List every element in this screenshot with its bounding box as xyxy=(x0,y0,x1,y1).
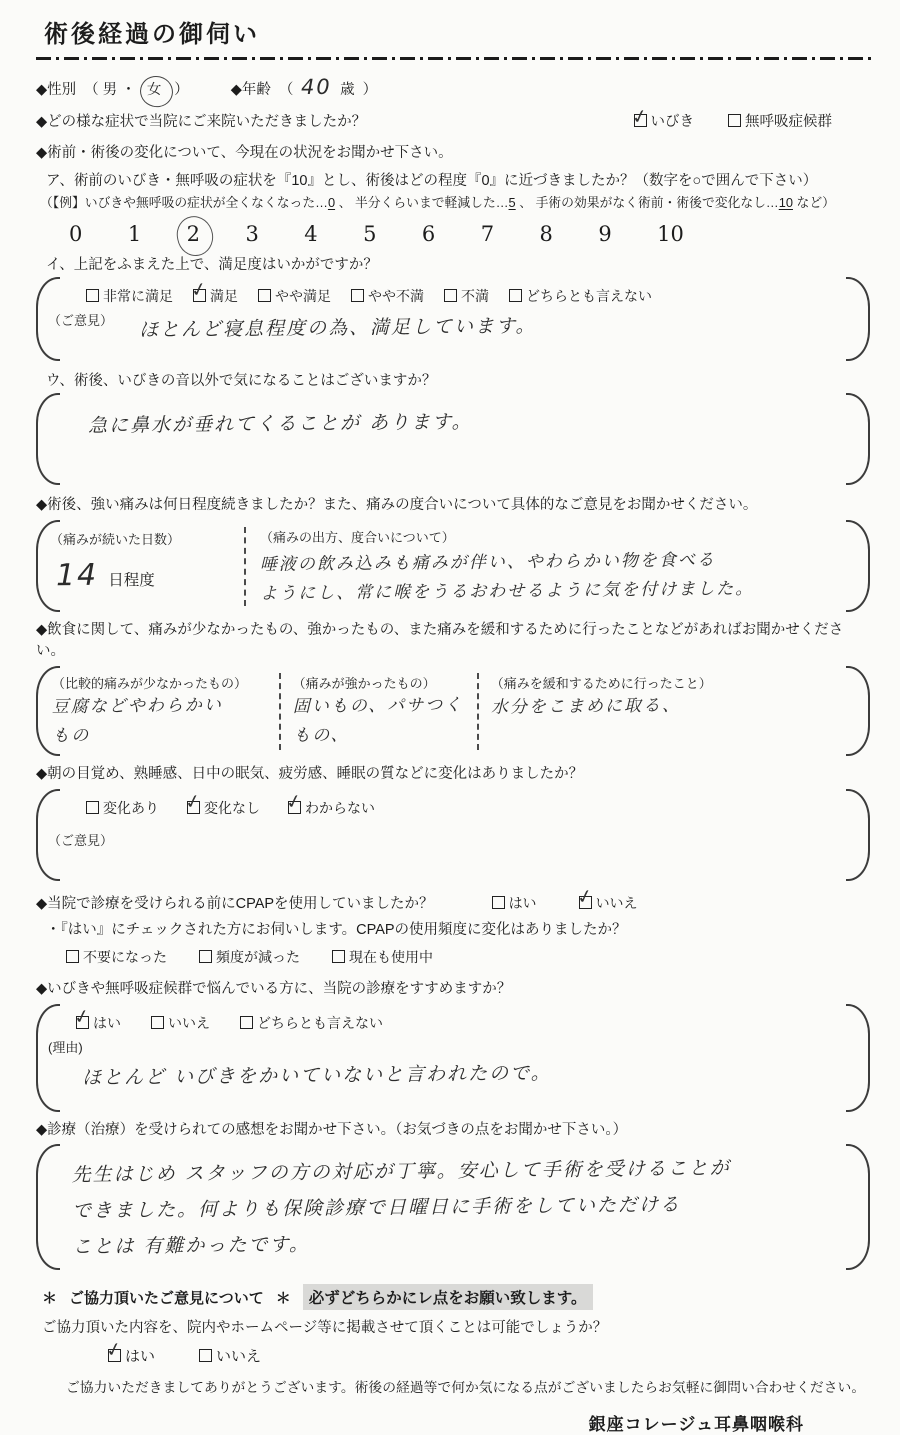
checkbox-ibiki[interactable] xyxy=(634,112,695,133)
scale-7[interactable]: 7 xyxy=(480,222,495,247)
age-paren-open: （ xyxy=(278,82,294,98)
gender-paren-close: ） xyxy=(174,82,189,98)
symptom-row xyxy=(36,112,872,133)
checkbox-fuman[interactable]: 不満 xyxy=(444,286,489,306)
checkbox[interactable] xyxy=(728,114,741,127)
recommend-heading: ◆いびきや無呼吸症候群で悩んでいる方に、当院の診療をすすめますか？ xyxy=(36,980,512,997)
pain-days-column xyxy=(50,527,240,606)
checkbox[interactable] xyxy=(509,289,522,302)
checkbox-dochiratomo[interactable]: どちらとも言えない xyxy=(509,286,652,306)
pain-days-handwriting: 14 xyxy=(55,557,99,594)
thanks-note: ご協力いただきましてありがとうございます。術後の経過等で何か気になる点がございましたらお気軽に御問い合わせください。 xyxy=(66,1380,866,1396)
pain-desc-label: （痛みの出方、度合いについて） xyxy=(260,529,455,545)
checkbox[interactable] xyxy=(288,801,301,814)
scale-1[interactable]: 1 xyxy=(127,222,142,247)
pain-desc-column xyxy=(244,527,834,606)
checkbox-hijoni-manzoku[interactable]: 非常に満足 xyxy=(86,286,173,306)
morning-heading: ◆朝の目覚め、熟睡感、日中の眠気、疲労感、睡眠の質などに変化はありましたか？ xyxy=(36,766,584,783)
bracket-right xyxy=(846,520,870,612)
satisfaction-options xyxy=(86,286,834,306)
checkbox[interactable] xyxy=(199,1349,212,1362)
checkbox-henka-ari[interactable]: 変化あり xyxy=(86,798,159,818)
satisfaction-question: イ、上記をふまえた上で、満足度はいかがですか？ xyxy=(46,257,378,274)
bracket-right xyxy=(846,1004,870,1112)
scale-8[interactable]: 8 xyxy=(539,222,553,247)
food-relief-handwriting: 水分をこまめに取る、 xyxy=(490,695,681,718)
checkbox[interactable] xyxy=(86,801,99,814)
morning-comment-label: （ご意見） xyxy=(48,832,114,848)
comment-label: （ご意見） xyxy=(48,313,114,329)
checkbox[interactable] xyxy=(492,896,505,909)
star-mark: ＊ xyxy=(42,1290,58,1308)
cpap-question: ◆当院で診療を受けられる前にCPAPを使用していましたか？ xyxy=(36,895,434,912)
reason-handwriting: ほとんど いびきをかいていないと言われたので。 xyxy=(81,1061,552,1089)
checkbox-label: 無呼吸症候群 xyxy=(745,114,832,131)
checkbox-manzoku[interactable]: ✓ 満足 xyxy=(193,286,238,306)
scale-3[interactable]: 3 xyxy=(245,222,259,247)
checkbox[interactable] xyxy=(76,1016,89,1029)
food-strong-pain-column xyxy=(279,673,477,750)
food-heading: ◆飲食に関して、痛みが少なかったもの、強かったもの、また痛みを緩和するために行ったことなどがあればお聞かせください。 xyxy=(36,621,844,660)
impressions-box xyxy=(36,1144,872,1270)
example-0: 0 xyxy=(327,195,336,211)
food-relief-column xyxy=(477,673,812,750)
star-mark: ＊ xyxy=(275,1290,291,1308)
age-label: ◆年齢 xyxy=(230,82,271,98)
other-concerns-question: ウ、術後、いびきの音以外で気になることはございますか？ xyxy=(46,373,437,390)
food-relief-label: （痛みを緩和するために行ったこと） xyxy=(490,676,712,692)
scale-5[interactable]: 5 xyxy=(363,222,377,247)
checkbox-label: いびき xyxy=(650,114,694,131)
cooperation-label: ご協力頂いたご意見について xyxy=(69,1290,264,1308)
checkbox-yaya-fuman[interactable]: やや不満 xyxy=(351,286,424,306)
impressions-handwriting: 先生はじめ スタッフの方の対応が丁寧。安心して手術を受けることが できました。何よりも保険診療で日曜日に手術をしていただける ことは 有難かったです。 xyxy=(71,1157,731,1259)
scale-6[interactable]: 6 xyxy=(421,222,436,247)
bracket-left xyxy=(36,393,60,485)
cpap-frequency-options xyxy=(66,947,872,967)
checkbox-genzai-shiyochu[interactable]: 現在も使用中 xyxy=(332,947,433,967)
checkbox-henka-nashi[interactable]: ✓ 変化なし xyxy=(187,798,260,818)
bracket-right xyxy=(846,277,870,361)
checkbox[interactable] xyxy=(351,289,364,302)
satisfaction-comment-handwriting: ほとんど寝息程度の為、満足しています。 xyxy=(138,315,537,342)
publish-question: ご協力頂いた内容を、院内やホームページ等に掲載させて頂くことは可能でしょうか？ xyxy=(42,1320,608,1337)
dash-dot-divider xyxy=(36,57,872,60)
bracket-right xyxy=(846,393,870,485)
food-less-pain-label: （比較的痛みが少なかったもの） xyxy=(52,676,248,692)
must-check-note: 必ずどちらかにレ点をお願い致します。 xyxy=(303,1284,593,1310)
reason-label: (理由) xyxy=(48,1039,83,1055)
cpap-question-row xyxy=(36,893,872,915)
checkbox[interactable] xyxy=(444,289,457,302)
morning-box xyxy=(36,789,872,881)
bracket-right xyxy=(846,666,870,756)
bracket-right xyxy=(846,1144,870,1270)
morning-options xyxy=(86,798,834,818)
checkbox-susume-iie[interactable]: いいえ xyxy=(151,1013,210,1033)
checkbox-yaya-manzoku[interactable]: やや満足 xyxy=(258,286,331,306)
checkbox-fuyo[interactable]: 不要になった xyxy=(66,947,167,967)
scale-question: ア、術前のいびき・無呼吸の症状を『10』とし、術後はどの程度『0』に近づきましたか？（数字を○で囲んで下さい） xyxy=(46,173,818,190)
bracket-right xyxy=(846,789,870,881)
impressions-heading: ◆診療（治療）を受けられての感想をお聞かせ下さい。（お気づきの点をお聞かせ下さい。） xyxy=(36,1121,628,1138)
checkbox-keisai-hai[interactable]: ✓ はい xyxy=(108,1345,155,1366)
gender-answer-female[interactable]: 女 xyxy=(144,80,167,101)
scale-example: （【例】いびきや無呼吸の症状が全くなくなった…0 、 半分くらいまで軽減した…5 、 手術の効果がなく術前・術後で変化なし…10 など） xyxy=(40,195,835,211)
scale-10[interactable]: 10 xyxy=(657,222,684,247)
scale-0[interactable]: 0 xyxy=(69,222,83,247)
checkbox[interactable] xyxy=(199,950,212,963)
food-less-pain-handwriting: 豆腐などやわらかい もの xyxy=(51,695,223,747)
other-concerns-box xyxy=(36,393,872,485)
cpap-followup: ・『はい』にチェックされた方にお伺いします。CPAPの使用頻度に変化はありましたか？ xyxy=(46,921,627,938)
page-title: 術後経過の御伺い xyxy=(44,19,260,48)
checkbox-mukokyu[interactable] xyxy=(728,112,832,133)
age-unit: 歳 xyxy=(340,82,355,98)
change-heading: ◆術前・術後の変化について、今現在の状況をお聞かせ下さい。 xyxy=(36,145,453,162)
rating-scale xyxy=(64,221,689,247)
checkbox[interactable] xyxy=(240,1016,253,1029)
checkbox-susume-hai[interactable]: ✓ はい xyxy=(76,1013,121,1033)
checkbox[interactable] xyxy=(579,896,592,909)
food-strong-pain-label: （痛みが強かったもの） xyxy=(292,676,436,692)
publish-options xyxy=(108,1345,872,1366)
checkbox[interactable] xyxy=(634,114,647,127)
recommend-options xyxy=(76,1013,834,1033)
scale-4[interactable]: 4 xyxy=(304,222,318,247)
bracket-left xyxy=(36,1144,60,1270)
gender-label: ◆性別 xyxy=(36,82,77,98)
checkbox[interactable] xyxy=(187,801,200,814)
food-less-pain-column xyxy=(50,673,279,750)
scale-2[interactable]: 2 xyxy=(182,221,205,247)
pain-heading: ◆術後、強い痛みは何日程度続きましたか？また、痛みの度合いについて具体的なご意見をお聞かせください。 xyxy=(36,497,758,514)
recommend-box xyxy=(36,1004,872,1112)
checkbox[interactable] xyxy=(86,289,99,302)
clinic-name: 銀座コレージュ耳鼻咽喉科 xyxy=(588,1415,804,1435)
checkbox-cpap-iie[interactable]: ✓ いいえ xyxy=(579,893,638,913)
food-box xyxy=(36,666,872,756)
pain-box xyxy=(36,520,872,612)
checkbox-susume-dochira[interactable]: どちらとも言えない xyxy=(240,1013,383,1033)
checkbox-wakaranai[interactable]: ✓ わからない xyxy=(288,798,375,818)
pain-desc-handwriting: 唾液の飲み込みも痛みが伴い、やわらかい物を食べる ようにし、常に喉をうるおわせるように気を付けました。 xyxy=(259,550,755,604)
satisfaction-box xyxy=(36,277,872,361)
checkbox[interactable] xyxy=(66,950,79,963)
checkbox-keisai-iie[interactable]: いいえ xyxy=(199,1345,261,1366)
checkbox[interactable] xyxy=(332,950,345,963)
checkbox[interactable] xyxy=(108,1349,121,1362)
checkbox-cpap-hai[interactable]: はい xyxy=(492,893,537,913)
example-10: 10 xyxy=(778,195,793,211)
checkbox-hindo-hetta[interactable]: 頻度が減った xyxy=(199,947,300,967)
symptom-question: ◆どの様な症状で当院にご来院いただきましたか？ xyxy=(36,114,367,131)
other-concerns-handwriting: 急に鼻水が垂れてくることが あります。 xyxy=(87,411,473,438)
profile-row xyxy=(36,72,872,102)
checkbox[interactable] xyxy=(193,289,206,302)
age-paren-close: ） xyxy=(362,82,378,98)
checkbox[interactable] xyxy=(151,1016,164,1029)
bracket-left xyxy=(36,1004,60,1112)
pain-days-unit: 日程度 xyxy=(108,571,155,589)
example-5: 5 xyxy=(508,195,516,211)
scale-9[interactable]: 9 xyxy=(598,222,612,247)
checkbox[interactable] xyxy=(258,289,271,302)
pain-days-label: （痛みが続いた日数） xyxy=(50,531,181,547)
gender-options: （ 男 ・ xyxy=(84,82,136,98)
food-strong-pain-handwriting: 固いもの、パサつくもの、 xyxy=(292,695,463,747)
age-answer[interactable]: 40 xyxy=(301,74,333,100)
cooperation-note-row xyxy=(42,1284,872,1310)
